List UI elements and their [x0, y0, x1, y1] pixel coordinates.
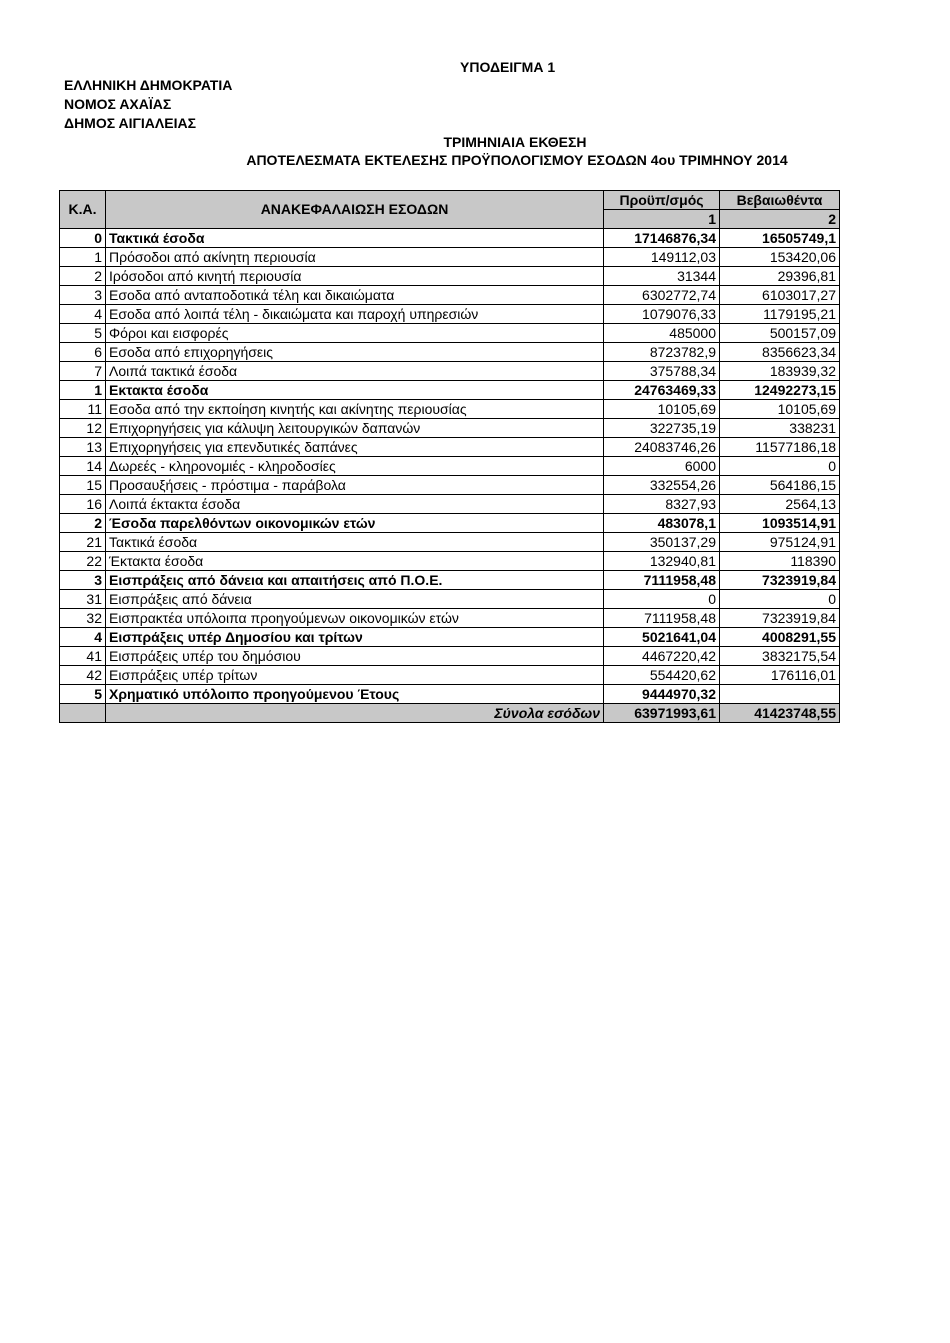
- account-code-cell: 6: [60, 343, 106, 362]
- authority-prefecture: ΝΟΜΟΣ ΑΧΑΪΑΣ: [64, 96, 172, 112]
- account-code-cell: 4: [60, 305, 106, 324]
- account-code-cell: 14: [60, 457, 106, 476]
- table-row: [60, 248, 840, 267]
- account-code-cell: 42: [60, 666, 106, 685]
- report-subtitle: ΑΠΟΤΕΛΕΣΜΑΤΑ ΕΚΤΕΛΕΣΗΣ ΠΡΟΫΠΟΛΟΓΙΣΜΟΥ ΕΣΟΔΩΝ 4ου ΤΡΙΜΗΝΟΥ 2014: [246, 152, 788, 168]
- table-row: [60, 438, 840, 457]
- description-cell: Εισπράξεις από δάνεια: [106, 590, 604, 609]
- certified-cell: 500157,09: [720, 324, 840, 343]
- description-cell: Εισπράξεις υπέρ Δημοσίου και τρίτων: [106, 628, 604, 647]
- certified-cell: 7323919,84: [720, 609, 840, 628]
- model-title: ΥΠΟΔΕΙΓΜΑ 1: [460, 59, 556, 75]
- certified-cell: 1093514,91: [720, 514, 840, 533]
- totals-certified: 41423748,55: [720, 704, 840, 723]
- certified-cell: 29396,81: [720, 267, 840, 286]
- certified-cell: 975124,91: [720, 533, 840, 552]
- certified-cell: 0: [720, 457, 840, 476]
- budget-cell: 6000: [604, 457, 720, 476]
- certified-cell: 183939,32: [720, 362, 840, 381]
- certified-cell: 338231: [720, 419, 840, 438]
- budget-cell: 4467220,42: [604, 647, 720, 666]
- budget-cell: 132940,81: [604, 552, 720, 571]
- certified-cell: 0: [720, 590, 840, 609]
- revenue-summary-table: [59, 190, 840, 723]
- certified-cell: 118390: [720, 552, 840, 571]
- column-header-certified: Βεβαιωθέντα: [720, 191, 840, 210]
- column-header-description: ΑΝΑΚΕΦΑΛΑΙΩΣΗ ΕΣΟΔΩΝ: [106, 191, 604, 229]
- budget-cell: 375788,34: [604, 362, 720, 381]
- description-cell: Λοιπά τακτικά έσοδα: [106, 362, 604, 381]
- description-cell: Εισπρακτέα υπόλοιπα προηγούμενων οικονομικών ετών: [106, 609, 604, 628]
- description-cell: Επιχορηγήσεις για κάλυψη λειτουργικών δαπανών: [106, 419, 604, 438]
- budget-cell: 9444970,32: [604, 685, 720, 704]
- account-code-cell: 16: [60, 495, 106, 514]
- description-cell: Τακτικά έσοδα: [106, 533, 604, 552]
- category-row: [60, 628, 840, 647]
- description-cell: Τακτικά έσοδα: [106, 229, 604, 248]
- description-cell: Ιρόσοδοι από κινητή περιουσία: [106, 267, 604, 286]
- table-row: [60, 286, 840, 305]
- account-code-cell: 3: [60, 286, 106, 305]
- category-row: [60, 381, 840, 400]
- account-code-cell: 5: [60, 685, 106, 704]
- account-code-cell: 2: [60, 267, 106, 286]
- account-code-cell: 21: [60, 533, 106, 552]
- description-cell: Επιχορηγήσεις για επενδυτικές δαπάνες: [106, 438, 604, 457]
- table-row: [60, 324, 840, 343]
- table-row: [60, 343, 840, 362]
- totals-budget: 63971993,61: [604, 704, 720, 723]
- column-header-budget: Προϋπ/σμός: [604, 191, 720, 210]
- column-number-certified: 2: [720, 210, 840, 229]
- table-row: [60, 609, 840, 628]
- certified-cell: 11577186,18: [720, 438, 840, 457]
- description-cell: Πρόσοδοι από ακίνητη περιουσία: [106, 248, 604, 267]
- budget-cell: 0: [604, 590, 720, 609]
- account-code-cell: 0: [60, 229, 106, 248]
- description-cell: Εισπράξεις από δάνεια και απαιτήσεις από Π.Ο.Ε.: [106, 571, 604, 590]
- account-code-cell: 5: [60, 324, 106, 343]
- budget-cell: 554420,62: [604, 666, 720, 685]
- description-cell: Προσαυξήσεις - πρόστιμα - παράβολα: [106, 476, 604, 495]
- description-cell: Εκτακτα έσοδα: [106, 381, 604, 400]
- account-code-cell: 7: [60, 362, 106, 381]
- description-cell: Λοιπά έκτακτα έσοδα: [106, 495, 604, 514]
- certified-cell: [720, 685, 840, 704]
- certified-cell: 153420,06: [720, 248, 840, 267]
- issuing-authority: [64, 76, 232, 133]
- authority-state: ΕΛΛΗΝΙΚΗ ΔΗΜΟΚΡΑΤΙΑ: [64, 77, 233, 93]
- budget-cell: 31344: [604, 267, 720, 286]
- report-title: ΤΡΙΜΗΝΙΑΙΑ ΕΚΘΕΣΗ: [443, 134, 587, 150]
- category-row: [60, 514, 840, 533]
- account-code-cell: 13: [60, 438, 106, 457]
- account-code-cell: 4: [60, 628, 106, 647]
- budget-cell: 1079076,33: [604, 305, 720, 324]
- certified-cell: 564186,15: [720, 476, 840, 495]
- table-row: [60, 495, 840, 514]
- certified-cell: 16505749,1: [720, 229, 840, 248]
- description-cell: Εσοδα από την εκποίηση κινητής και ακίνητης περιουσίας: [106, 400, 604, 419]
- certified-cell: 12492273,15: [720, 381, 840, 400]
- table-row: [60, 666, 840, 685]
- description-cell: Εσοδα από ανταποδοτικά τέλη και δικαιώματα: [106, 286, 604, 305]
- table-row: [60, 476, 840, 495]
- account-code-cell: 41: [60, 647, 106, 666]
- budget-cell: 483078,1: [604, 514, 720, 533]
- budget-cell: 332554,26: [604, 476, 720, 495]
- budget-cell: 10105,69: [604, 400, 720, 419]
- category-row: [60, 685, 840, 704]
- account-code-cell: 31: [60, 590, 106, 609]
- table-row: [60, 267, 840, 286]
- budget-cell: 149112,03: [604, 248, 720, 267]
- description-cell: Εισπράξεις υπέρ τρίτων: [106, 666, 604, 685]
- account-code-cell: 22: [60, 552, 106, 571]
- table-row: [60, 533, 840, 552]
- authority-municipality: ΔΗΜΟΣ ΑΙΓΙΑΛΕΙΑΣ: [64, 115, 196, 131]
- certified-cell: 3832175,54: [720, 647, 840, 666]
- budget-cell: 24763469,33: [604, 381, 720, 400]
- budget-cell: 350137,29: [604, 533, 720, 552]
- description-cell: Εισπράξεις υπέρ του δημόσιου: [106, 647, 604, 666]
- table-row: [60, 419, 840, 438]
- description-cell: Έκτακτα έσοδα: [106, 552, 604, 571]
- certified-cell: 2564,13: [720, 495, 840, 514]
- totals-code-cell: [60, 704, 106, 723]
- budget-cell: 7111958,48: [604, 609, 720, 628]
- budget-cell: 6302772,74: [604, 286, 720, 305]
- certified-cell: 6103017,27: [720, 286, 840, 305]
- budget-cell: 8723782,9: [604, 343, 720, 362]
- account-code-cell: 3: [60, 571, 106, 590]
- budget-cell: 7111958,48: [604, 571, 720, 590]
- account-code-cell: 11: [60, 400, 106, 419]
- certified-cell: 8356623,34: [720, 343, 840, 362]
- table-row: [60, 457, 840, 476]
- certified-cell: 176116,01: [720, 666, 840, 685]
- certified-cell: 7323919,84: [720, 571, 840, 590]
- description-cell: Δωρεές - κληρονομιές - κληροδοσίες: [106, 457, 604, 476]
- table-row: [60, 400, 840, 419]
- table-row: [60, 552, 840, 571]
- account-code-cell: 1: [60, 381, 106, 400]
- account-code-cell: 12: [60, 419, 106, 438]
- description-cell: Εσοδα από λοιπά τέλη - δικαιώματα και παροχή υπηρεσιών: [106, 305, 604, 324]
- budget-cell: 17146876,34: [604, 229, 720, 248]
- account-code-cell: 32: [60, 609, 106, 628]
- table-row: [60, 590, 840, 609]
- table-row: [60, 305, 840, 324]
- account-code-cell: 15: [60, 476, 106, 495]
- column-number-budget: 1: [604, 210, 720, 229]
- certified-cell: 10105,69: [720, 400, 840, 419]
- certified-cell: 1179195,21: [720, 305, 840, 324]
- category-row: [60, 229, 840, 248]
- budget-cell: 8327,93: [604, 495, 720, 514]
- budget-cell: 485000: [604, 324, 720, 343]
- account-code-cell: 1: [60, 248, 106, 267]
- table-row: [60, 362, 840, 381]
- totals-row: [60, 704, 840, 723]
- category-row: [60, 571, 840, 590]
- description-cell: Χρηματικό υπόλοιπο προηγούμενου Έτους: [106, 685, 604, 704]
- description-cell: Εσοδα από επιχορηγήσεις: [106, 343, 604, 362]
- budget-cell: 322735,19: [604, 419, 720, 438]
- totals-label: Σύνολα εσόδων: [106, 704, 604, 723]
- account-code-cell: 2: [60, 514, 106, 533]
- column-header-code: Κ.Α.: [60, 191, 106, 229]
- budget-cell: 5021641,04: [604, 628, 720, 647]
- budget-cell: 24083746,26: [604, 438, 720, 457]
- certified-cell: 4008291,55: [720, 628, 840, 647]
- description-cell: Φόροι και εισφορές: [106, 324, 604, 343]
- description-cell: Έσοδα παρελθόντων οικονομικών ετών: [106, 514, 604, 533]
- table-row: [60, 647, 840, 666]
